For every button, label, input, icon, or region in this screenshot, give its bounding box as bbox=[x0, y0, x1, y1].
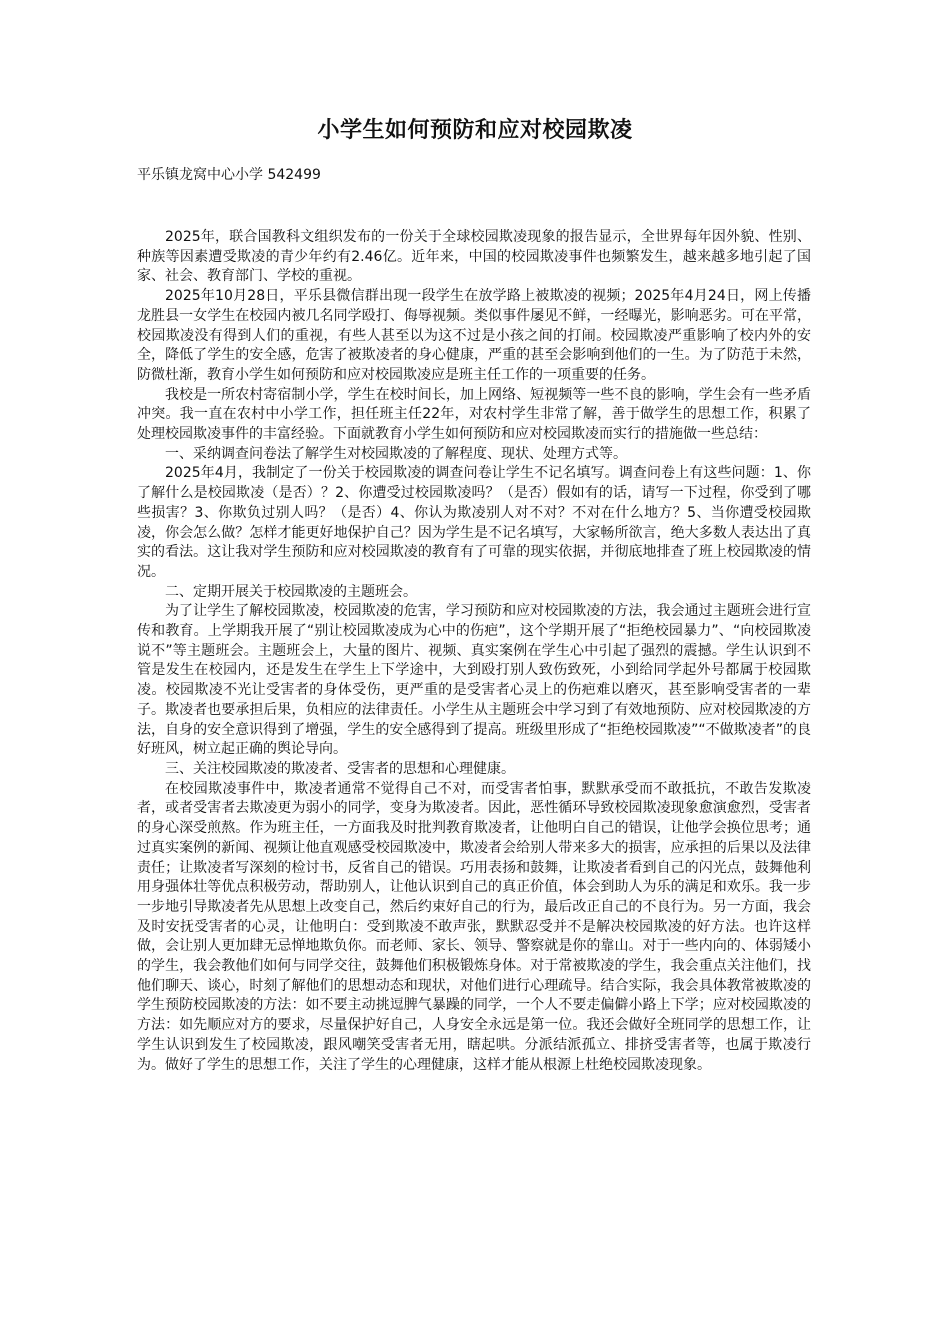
section-heading-1: 一、采纳调查问卷法了解学生对校园欺凌的了解程度、现状、处理方式等。 bbox=[165, 445, 627, 462]
paragraph-intro: 2025年，联合国教科文组织发布的一份关于全球校园欺凌现象的报告显示，全世界每年因外貌、性别、种族等因素遭受欺凌的青少年约有2.46亿。近年来，中国的校园欺凌事件也频繁发生，越来越多地引起了国家、社会、教育部门、学校的重视。 bbox=[137, 229, 811, 285]
paragraph-school-background: 我校是一所农村寄宿制小学，学生在校时间长，加上网络、短视频等一些不良的影响，学生会有一些矛盾冲突。我一直在农村中小学工作，担任班主任22年，对农村学生非常了解，善于做学生的思想工作，积累了处理校园欺凌事件的丰富经验。下面就教育小学生如何预防和应对校园欺凌而实行的措施做一些总结： bbox=[137, 386, 811, 443]
section-heading-3: 三、关注校园欺凌的欺凌者、受害者的思想和心理健康。 bbox=[165, 760, 515, 777]
paragraph-incidents: 2025年10月28日，平乐县微信群出现一段学生在放学路上被欺凌的视频；2025年4月24日，网上传播龙胜县一女学生在校园内被几名同学殴打、侮辱视频。类似事件屡见不鲜，一经曝光，影响恶劣。可在平常，校园欺凌没有得到人们的重视，有些人甚至以为这不过是小孩之间的打闹。校园欺凌严重影响了校内外的安全，降低了学生的安全感，危害了被欺凌者的身心健康，严重的甚至会影响到他们的一生。为了防范于未然，防微杜渐，教育小学生如何预防和应对校园欺凌应是班主任工作的一项重要的任务。 bbox=[137, 288, 811, 383]
paragraph-survey: 2025年4月，我制定了一份关于校园欺凌的调查问卷让学生不记名填写。调查问卷上有这些问题：1、你了解什么是校园欺凌（是否）？2、你遭受过校园欺凌吗？（是否）假如有的话，请写一下过程，你受到了哪些损害？3、你欺负过别人吗？（是否）4、你认为欺凌别人对不对？不对在什么地方？5、当你遭受校园欺凌，你会怎么做？怎样才能更好地保护自己？因为学生是不记名填写，大家畅所欲言，绝大多数人表达出了真实的看法。这让我对学生预防和应对校园欺凌的教育有了可靠的现实依据，并彻底地排查了班上校园欺凌的情况。 bbox=[137, 465, 811, 580]
section-heading-2: 二、定期开展关于校园欺凌的主题班会。 bbox=[165, 583, 417, 600]
document-title: 小学生如何预防和应对校园欺凌 bbox=[317, 118, 633, 143]
paragraph-class-meetings: 为了让学生了解校园欺凌，校园欺凌的危害，学习预防和应对校园欺凌的方法，我会通过主题班会进行宣传和教育。上学期我开展了“别让校园欺凌成为心中的伤疤”，这个学期开展了“拒绝校园暴力”、“向校园欺凌说不”等主题班会。主题班会上，大量的图片、视频、真实案例在学生心中引起了强烈的震撼。学生认识到不管是发生在校园内，还是发生在学生上下学途中，大到殴打别人致伤致死，小到给同学起外号都属于校园欺凌。校园欺凌不光让受害者的身体受伤，更严重的是受害者心灵上的伤疤难以磨灭，甚至影响受害者的一辈子。欺凌者也要承担后果，负相应的法律责任。小学生从主题班会中学习到了有效地预防、应对校园欺凌的方法，自身的安全意识得到了增强，学生的安全感得到了提高。班级里形成了“拒绝校园欺凌”“不做欺凌者”的良好班风，树立起正确的舆论导向。 bbox=[137, 603, 811, 758]
author-line: 平乐镇龙窝中心小学 542499 bbox=[137, 167, 321, 183]
paragraph-psychological-care: 在校园欺凌事件中，欺凌者通常不觉得自己不对，而受害者怕事，默默承受而不敢抵抗，不敢告发欺凌者，或者受害者去欺凌更为弱小的同学，变身为欺凌者。因此，恶性循环导致校园欺凌现象愈演愈烈，受害者的身心深受煎熬。作为班主任，一方面我及时批判教育欺凌者，让他明白自己的错误，让他学会换位思考；通过真实案例的新闻、视频让他直观感受校园欺凌中，欺凌者会给别人带来多大的损害，应承担的后果以及法律责任；让欺凌者写深刻的检讨书，反省自己的错误。巧用表扬和鼓舞，让欺凌者看到自己的闪光点，鼓舞他利用身强体壮等优点积极劳动，帮助别人，让他认识到自己的真正价值，体会到助人为乐的满足和欢乐。我一步一步地引导欺凌者先从思想上改变自己，然后约束好自己的行为，最后改正自己的不良行为。另一方面，我会及时安抚受害者的心灵，让他明白：受到欺凌不敢声张，默默忍受并不是解决校园欺凌的好方法。也许这样做，会让别人更加肆无忌惮地欺负你。而老师、家长、领导、警察就是你的靠山。对于一些内向的、体弱矮小的学生，我会教他们如何与同学交往，鼓舞他们积极锻炼身体。对于常被欺凌的学生，我会重点关注他们，找他们聊天、谈心，时刻了解他们的思想动态和现状，对他们进行心理疏导。结合实际，我会具体教常被欺凌的学生预防校园欺凌的方法：如不要主动挑逗脾气暴躁的同学，一个人不要走偏僻小路上下学；应对校园欺凌的方法：如先顺应对方的要求，尽量保护好自己，人身安全永远是第一位。我还会做好全班同学的思想工作，让学生认识到发生了校园欺凌，跟风嘲笑受害者无用，瞎起哄。分派结派孤立、排挤受害者等，也属于欺凌行为。做好了学生的思想工作，关注了学生的心理健康，这样才能从根源上杜绝校园欺凌现象。 bbox=[137, 780, 811, 1073]
document-body bbox=[137, 228, 811, 1075]
